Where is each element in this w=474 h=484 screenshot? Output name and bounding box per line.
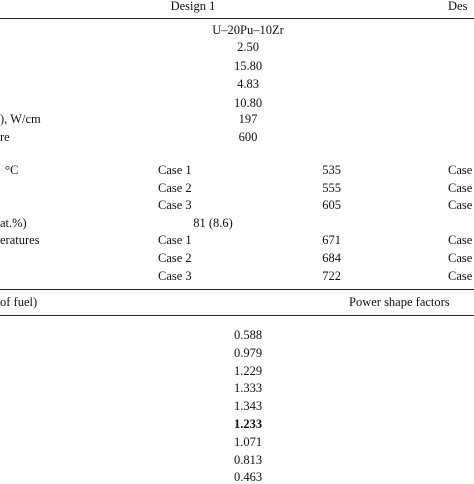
- property-value-1: 2.50: [237, 40, 259, 54]
- burnup-label: at.%): [0, 216, 27, 230]
- cases-b-case-1: Case 1: [158, 233, 192, 247]
- cases-b-right-2: Case: [448, 251, 473, 265]
- section-rule: [0, 289, 474, 290]
- header-rule: [0, 18, 474, 19]
- design1-header: Design 1: [170, 0, 216, 13]
- design2-header: Des: [448, 0, 468, 13]
- cases-a-right-1: Case: [448, 163, 473, 177]
- cases-a-right-3: Case: [448, 198, 473, 212]
- burnup-value: 81 (8.6): [193, 216, 233, 230]
- power-shape-factors-header: Power shape factors: [349, 295, 450, 309]
- cases-a-case-1: Case 1: [158, 163, 192, 177]
- power-shape-factor-value: 0.588: [233, 328, 263, 342]
- cases-a-label: °C: [5, 163, 19, 177]
- linear-heat-rate-value: 197: [238, 112, 258, 126]
- power-shape-factor-value: 1.071: [233, 434, 263, 449]
- cases-a-case-3: Case 3: [158, 198, 192, 212]
- cases-b-right-3: Case: [448, 269, 473, 283]
- fuel-type: U–20Pu–10Zr: [212, 23, 284, 37]
- power-shape-factor-value: 1.229: [233, 363, 263, 378]
- power-shape-factor-value: 0.463: [233, 470, 263, 484]
- property-value-2: 15.80: [233, 59, 263, 73]
- cases-a-case-2: Case 2: [158, 181, 192, 195]
- cases-a-value-1: 535: [322, 163, 341, 177]
- linear-heat-rate-label: ), W/cm: [0, 112, 41, 126]
- cases-b-right-1: Case: [448, 233, 473, 247]
- cases-a-value-2: 555: [322, 181, 341, 195]
- property-value-3: 4.83: [237, 77, 259, 91]
- power-shape-factor-value: 0.813: [233, 452, 263, 467]
- temperature-value: 600: [238, 130, 258, 144]
- shape-left-label: of fuel): [0, 295, 38, 309]
- power-shape-factor-value: 0.979: [233, 345, 263, 360]
- property-value-4: 10.80: [233, 96, 263, 110]
- cases-b-label: eratures: [0, 233, 40, 247]
- cases-b-case-2: Case 2: [158, 251, 192, 265]
- power-shape-factor-value: 1.333: [233, 381, 263, 396]
- cases-b-value-2: 684: [322, 251, 341, 265]
- cases-a-right-2: Case: [448, 181, 473, 195]
- cases-b-case-3: Case 3: [158, 269, 192, 283]
- temperature-label: re: [0, 130, 10, 144]
- cases-a-value-3: 605: [322, 198, 341, 212]
- cases-b-value-1: 671: [322, 233, 341, 247]
- cases-b-value-3: 722: [322, 269, 341, 283]
- power-shape-factor-value: 1.233: [233, 417, 263, 431]
- shape-header-rule: [0, 315, 474, 316]
- power-shape-factor-value: 1.343: [233, 399, 263, 414]
